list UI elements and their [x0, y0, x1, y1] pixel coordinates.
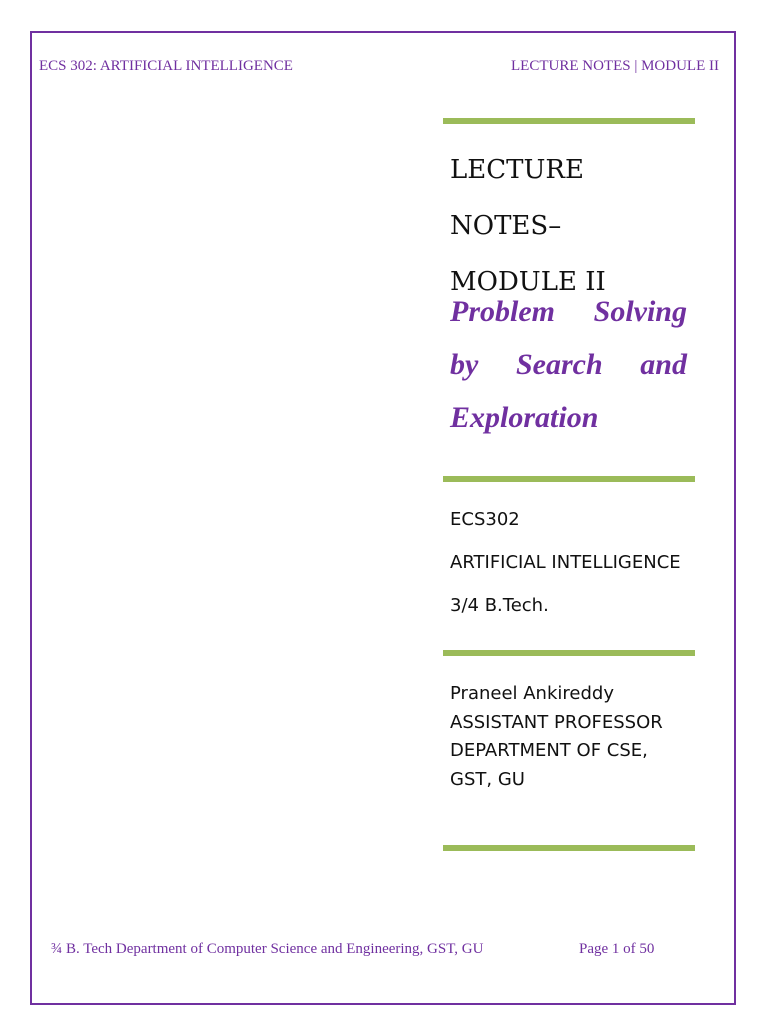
- course-name: ARTIFICIAL INTELLIGENCE: [450, 552, 681, 573]
- divider-rule: [443, 650, 695, 656]
- course-code: ECS302: [450, 509, 520, 530]
- divider-rule: [443, 476, 695, 482]
- author-institution: GST, GU: [450, 768, 525, 790]
- course-info: [450, 505, 700, 634]
- author-title: ASSISTANT PROFESSOR: [450, 711, 663, 733]
- divider-rule: [443, 118, 695, 124]
- title-line-1: LECTURE NOTES–: [450, 155, 584, 241]
- page-number: Page 1 of 50: [579, 941, 655, 957]
- author-name: Praneel Ankireddy: [450, 683, 614, 704]
- running-header-module: LECTURE NOTES | MODULE II: [511, 58, 719, 74]
- program-name: 3/4 B.Tech.: [450, 595, 549, 616]
- author-info: [450, 680, 700, 794]
- running-header-course: ECS 302: ARTIFICIAL INTELLIGENCE: [39, 58, 293, 74]
- author-department: DEPARTMENT OF CSE,: [450, 740, 648, 761]
- document-subtitle: Problem Solving by Search and Exploration: [450, 295, 687, 434]
- footer-department: ¾ B. Tech Department of Computer Science and Engineering, GST, GU: [51, 941, 484, 957]
- divider-rule: [443, 845, 695, 851]
- title-line-2: MODULE II: [450, 267, 606, 297]
